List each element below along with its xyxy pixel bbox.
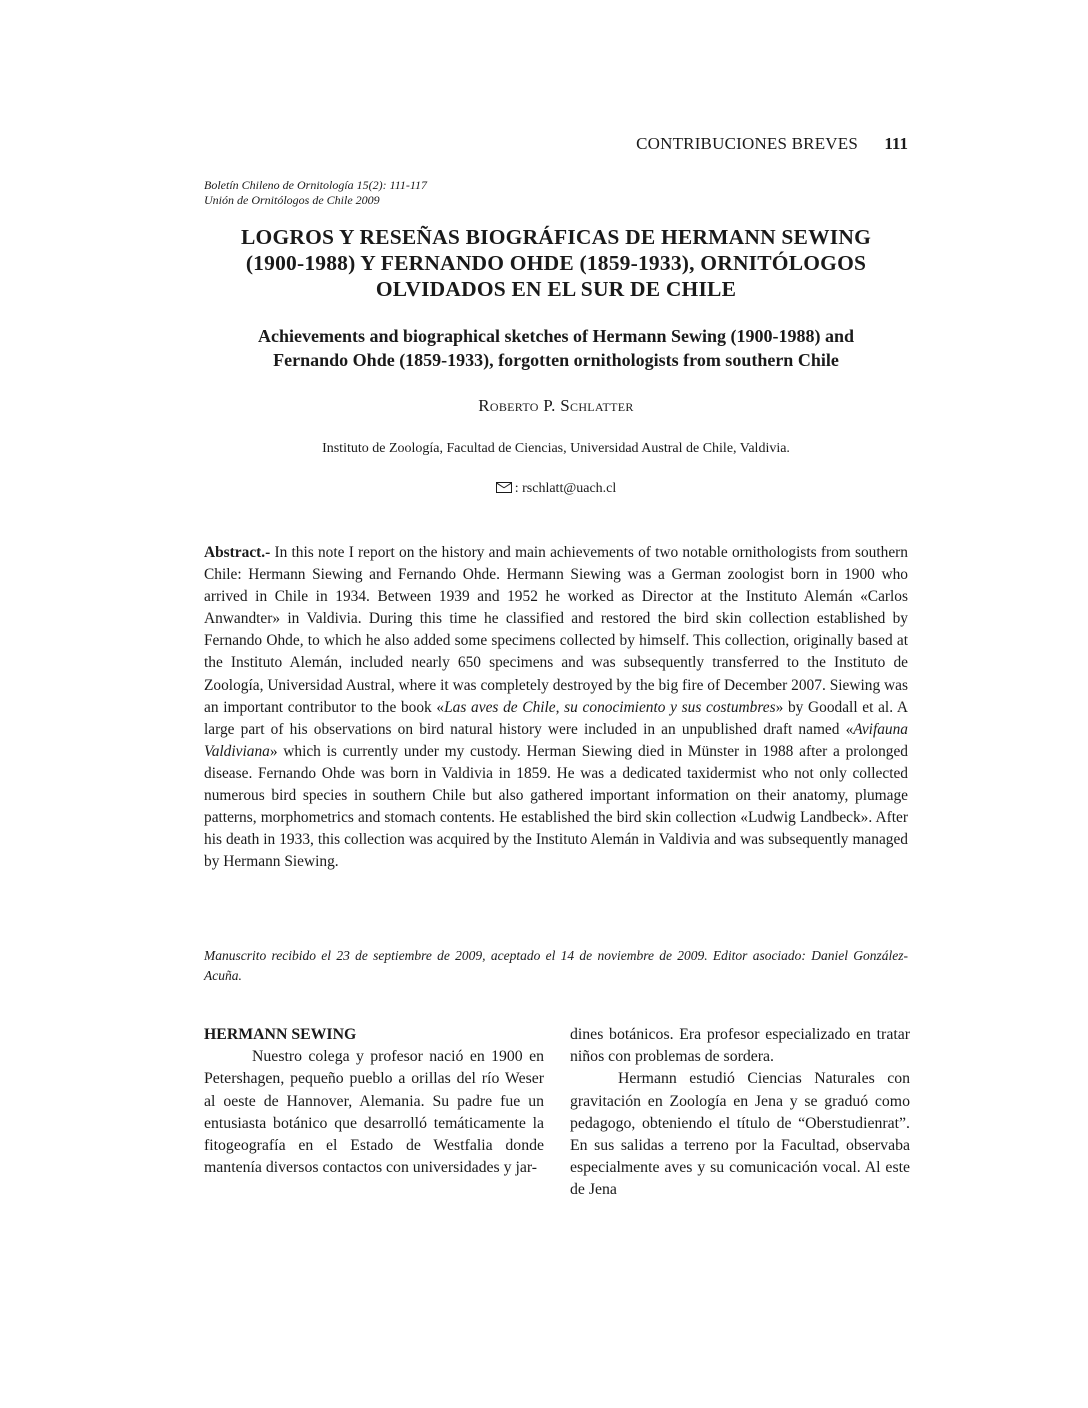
journal-citation [204, 178, 427, 208]
article-title [204, 224, 908, 302]
title-line: (1900-1988) Y FERNANDO OHDE (1859-1933), ORNITÓLOGOS [245, 251, 867, 275]
abstract-label: Abstract.- [204, 544, 271, 561]
author-affiliation: Instituto de Zoología, Facultad de Ciencias, Universidad Austral de Chile, Valdivia. [322, 441, 790, 456]
section-heading: HERMANN SEWING [204, 1026, 357, 1043]
journal-volume: Boletín Chileno de Ornitología 15(2): 111-117 [204, 178, 427, 192]
abstract-text: In this note I report on the history and main achievements of two notable ornithologists from southern Chile: Hermann Siewing and Fernando Ohde. Hermann Siewing was a German zoologist born in 1900 who arrived in Chile in 1934. Between 1939 and 1952 he worked as Director at the Instituto Alemán «Carlos Anwandter» in Valdivia. During this time he classified and restored the bird skin collection established by Fernando Ohde, to which he also added some specimens collected by himself. This collection, originally based at the Instituto Alemán, included nearly 650 specimens and was subsequently transferred to the Instituto de Zoología, Universidad Austral, where it was completely destroyed by the big fire of December 2007. Siewing was an important contributor to the book « [204, 544, 908, 716]
email-prefix: : [514, 481, 523, 496]
abstract-text: » which is currently under my custody. Herman Siewing died in Münster in 1988 after a prolonged disease. Fernando Ohde was born in Valdivia in 1859. He was a dedicated taxidermist who not only collected numerous bird species in southern Chile but also gathered important information on their anatomy, plumage patterns, morphometrics and stomach contents. He established the bird skin collection «Ludwig Landbeck». After his death in 1933, this collection was acquired by the Instituto Alemán in Valdivia and was subsequently managed by Hermann Siewing. [204, 742, 908, 871]
journal-publisher: Unión de Ornitólogos de Chile 2009 [204, 193, 380, 207]
body-column-left [204, 1024, 544, 1179]
abstract-text: » by Goodall et al. A large part of his observations on bird natural history were included in an unpublished draft named « [204, 698, 908, 738]
article-subtitle [204, 324, 908, 372]
body-column-right [570, 1024, 910, 1202]
email-address: rschlatt@uach.cl [522, 481, 617, 496]
subtitle-line: Fernando Ohde (1859-1933), forgotten ornithologists from southern Chile [273, 350, 839, 370]
subtitle-line: Achievements and biographical sketches of Hermann Sewing (1900-1988) and [257, 326, 854, 346]
title-line: OLVIDADOS EN EL SUR DE CHILE [375, 277, 737, 301]
body-paragraph: Nuestro colega y profesor nació en 1900 en Petershagen, pequeño pueblo a orillas del río Weser al oeste de Hannover, Alemania. Su padre fue un entusiasta botánico que desarrolló temáticamente la fitogeografía en el Estado de Westfalia donde mantenía diversos contactos con universidades y jar- [204, 1048, 544, 1177]
abstract [204, 542, 908, 873]
body-paragraph: dines botánicos. Era profesor especializado en tratar niños con problemas de sordera. [570, 1026, 910, 1066]
envelope-icon [496, 482, 512, 493]
running-header-section: CONTRIBUCIONES BREVES [636, 134, 858, 153]
author-email [204, 481, 908, 497]
body-paragraph: Hermann estudió Ciencias Naturales con gravitación en Zoología en Jena y se graduó como pedagogo, obteniendo el título de “Oberstudienrat”. En sus salidas a terreno por la Facultad, observaba especialmente aves y su comunicación vocal. Al este de Jena [570, 1070, 910, 1199]
title-line: LOGROS Y RESEÑAS BIOGRÁFICAS DE HERMANN SEWING [240, 225, 871, 249]
book-title: Las aves de Chile, su conocimiento y sus costumbres [444, 698, 776, 716]
draft-title: Avifauna Valdiviana [204, 720, 908, 760]
manuscript-received-note: Manuscrito recibido el 23 de septiembre de 2009, aceptado el 14 de noviembre de 2009. Editor asociado: Daniel González-Acuña. [204, 948, 908, 983]
author-name: Roberto P. Schlatter [478, 396, 634, 415]
page-number: 111 [884, 134, 908, 153]
